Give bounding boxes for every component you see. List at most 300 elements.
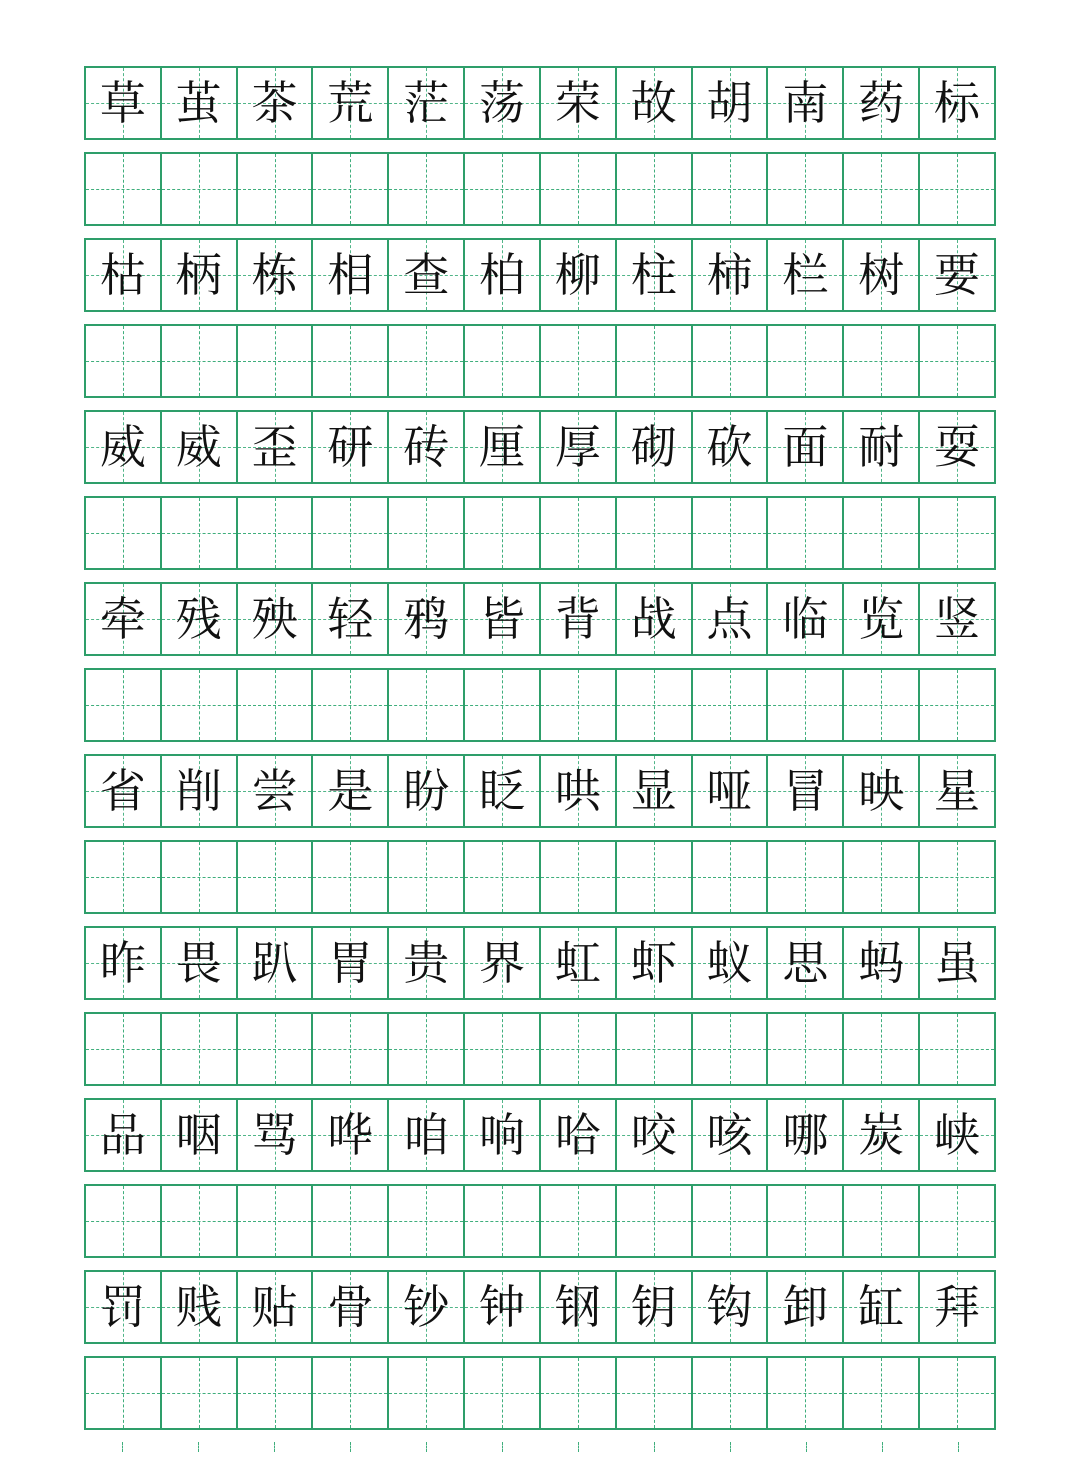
- practice-cell[interactable]: [920, 1358, 996, 1428]
- character-cell: [238, 756, 314, 826]
- character-cell: [465, 68, 541, 138]
- model-character: 哗: [327, 1108, 374, 1162]
- character-cell: [238, 928, 314, 998]
- character-row: [84, 926, 996, 1000]
- character-row: [84, 754, 996, 828]
- character-cell: [86, 928, 162, 998]
- practice-cell[interactable]: [693, 154, 769, 224]
- character-cell: [541, 1100, 617, 1170]
- guide-tick: [236, 1442, 312, 1458]
- model-character: 栋: [251, 248, 298, 302]
- character-row: [84, 410, 996, 484]
- character-cell: [86, 584, 162, 654]
- practice-cell[interactable]: [541, 1186, 617, 1256]
- practice-cell[interactable]: [389, 1014, 465, 1084]
- character-cell: [844, 240, 920, 310]
- character-cell: [920, 928, 996, 998]
- character-cell: [844, 1272, 920, 1342]
- character-cell: [389, 68, 465, 138]
- character-cell: [768, 68, 844, 138]
- model-character: 咳: [706, 1108, 753, 1162]
- character-cell: [162, 756, 238, 826]
- model-character: 削: [175, 764, 222, 818]
- model-character: 茫: [403, 76, 450, 130]
- model-character: 省: [99, 764, 146, 818]
- practice-cell[interactable]: [162, 498, 238, 568]
- practice-cell[interactable]: [238, 326, 314, 396]
- model-character: 临: [782, 592, 829, 646]
- practice-cell[interactable]: [844, 326, 920, 396]
- practice-cell[interactable]: [313, 1014, 389, 1084]
- practice-cell[interactable]: [541, 154, 617, 224]
- character-row: [84, 66, 996, 140]
- character-cell: [768, 756, 844, 826]
- practice-cell[interactable]: [86, 1358, 162, 1428]
- practice-cell[interactable]: [162, 1186, 238, 1256]
- character-cell: [465, 1272, 541, 1342]
- practice-cell[interactable]: [162, 1014, 238, 1084]
- practice-cell[interactable]: [844, 1186, 920, 1256]
- practice-cell[interactable]: [541, 842, 617, 912]
- model-character: 残: [175, 592, 222, 646]
- practice-cell[interactable]: [768, 326, 844, 396]
- character-cell: [768, 1100, 844, 1170]
- practice-cell[interactable]: [389, 1358, 465, 1428]
- practice-cell[interactable]: [86, 842, 162, 912]
- practice-cell[interactable]: [162, 154, 238, 224]
- practice-cell[interactable]: [617, 1014, 693, 1084]
- practice-cell[interactable]: [162, 326, 238, 396]
- practice-cell[interactable]: [389, 842, 465, 912]
- character-cell: [465, 412, 541, 482]
- practice-cell[interactable]: [693, 498, 769, 568]
- model-character: 枯: [99, 248, 146, 302]
- model-character: 蚁: [706, 936, 753, 990]
- character-cell: [313, 928, 389, 998]
- character-cell: [313, 756, 389, 826]
- character-cell: [920, 68, 996, 138]
- character-cell: [693, 240, 769, 310]
- practice-cell[interactable]: [617, 498, 693, 568]
- practice-cell[interactable]: [313, 1186, 389, 1256]
- character-cell: [238, 412, 314, 482]
- character-cell: [541, 68, 617, 138]
- character-cell: [86, 68, 162, 138]
- practice-cell[interactable]: [389, 154, 465, 224]
- character-cell: [389, 928, 465, 998]
- character-cell: [920, 412, 996, 482]
- model-character: 钞: [403, 1280, 450, 1334]
- character-cell: [920, 584, 996, 654]
- model-character: 研: [327, 420, 374, 474]
- model-character: 拜: [934, 1280, 981, 1334]
- character-cell: [465, 928, 541, 998]
- model-character: 柱: [630, 248, 677, 302]
- model-character: 哑: [706, 764, 753, 818]
- character-cell: [844, 412, 920, 482]
- guide-tick: [616, 1442, 692, 1458]
- model-character: 星: [934, 764, 981, 818]
- practice-cell[interactable]: [920, 1186, 996, 1256]
- model-character: 是: [327, 764, 374, 818]
- practice-cell[interactable]: [465, 1014, 541, 1084]
- guide-tick: [692, 1442, 768, 1458]
- character-cell: [238, 68, 314, 138]
- model-character: 背: [554, 592, 601, 646]
- practice-cell[interactable]: [162, 842, 238, 912]
- practice-cell[interactable]: [238, 1014, 314, 1084]
- character-cell: [86, 1272, 162, 1342]
- model-character: 威: [99, 420, 146, 474]
- practice-cell[interactable]: [920, 154, 996, 224]
- model-character: 砌: [630, 420, 677, 474]
- practice-cell[interactable]: [844, 1014, 920, 1084]
- character-cell: [920, 1100, 996, 1170]
- character-cell: [844, 68, 920, 138]
- character-cell: [86, 412, 162, 482]
- character-cell: [162, 68, 238, 138]
- character-cell: [920, 756, 996, 826]
- model-character: 骨: [327, 1280, 374, 1334]
- practice-cell[interactable]: [920, 498, 996, 568]
- model-character: 咽: [175, 1108, 222, 1162]
- model-character: 战: [630, 592, 677, 646]
- character-cell: [768, 928, 844, 998]
- practice-cell[interactable]: [86, 326, 162, 396]
- model-character: 冒: [782, 764, 829, 818]
- character-cell: [768, 584, 844, 654]
- practice-cell[interactable]: [617, 154, 693, 224]
- character-cell: [238, 1100, 314, 1170]
- practice-cell[interactable]: [162, 670, 238, 740]
- character-cell: [693, 928, 769, 998]
- character-cell: [313, 584, 389, 654]
- practice-cell[interactable]: [313, 1358, 389, 1428]
- practice-cell[interactable]: [920, 1014, 996, 1084]
- model-character: 耍: [934, 420, 981, 474]
- practice-row: [84, 152, 996, 226]
- character-cell: [541, 928, 617, 998]
- model-character: 砍: [706, 420, 753, 474]
- practice-cell[interactable]: [86, 1014, 162, 1084]
- character-cell: [238, 240, 314, 310]
- model-character: 钩: [706, 1280, 753, 1334]
- practice-cell[interactable]: [617, 1358, 693, 1428]
- practice-cell[interactable]: [693, 842, 769, 912]
- model-character: 荒: [327, 76, 374, 130]
- model-character: 皆: [479, 592, 526, 646]
- model-character: 草: [99, 76, 146, 130]
- model-character: 骂: [251, 1108, 298, 1162]
- practice-cell[interactable]: [844, 1358, 920, 1428]
- character-cell: [313, 1100, 389, 1170]
- model-character: 眨: [479, 764, 526, 818]
- practice-cell[interactable]: [465, 326, 541, 396]
- practice-cell[interactable]: [86, 1186, 162, 1256]
- practice-cell[interactable]: [693, 326, 769, 396]
- model-character: 南: [782, 76, 829, 130]
- practice-cell[interactable]: [86, 670, 162, 740]
- guide-tick: [160, 1442, 236, 1458]
- practice-cell[interactable]: [465, 842, 541, 912]
- practice-row: [84, 1012, 996, 1086]
- model-character: 砖: [403, 420, 450, 474]
- model-character: 点: [706, 592, 753, 646]
- model-character: 咱: [403, 1108, 450, 1162]
- model-character: 殃: [251, 592, 298, 646]
- character-cell: [162, 412, 238, 482]
- character-cell: [617, 928, 693, 998]
- model-character: 查: [403, 248, 450, 302]
- model-character: 览: [858, 592, 905, 646]
- practice-cell[interactable]: [617, 670, 693, 740]
- guide-tick: [768, 1442, 844, 1458]
- model-character: 荣: [554, 76, 601, 130]
- practice-cell[interactable]: [541, 1014, 617, 1084]
- character-cell: [617, 240, 693, 310]
- practice-row: [84, 324, 996, 398]
- practice-cell[interactable]: [768, 154, 844, 224]
- model-character: 虾: [630, 936, 677, 990]
- practice-cell[interactable]: [465, 1358, 541, 1428]
- model-character: 面: [782, 420, 829, 474]
- practice-cell[interactable]: [693, 1186, 769, 1256]
- model-character: 故: [630, 76, 677, 130]
- character-row: [84, 1270, 996, 1344]
- character-cell: [238, 1272, 314, 1342]
- practice-cell[interactable]: [465, 1186, 541, 1256]
- model-character: 钟: [479, 1280, 526, 1334]
- guide-tick: [540, 1442, 616, 1458]
- practice-cell[interactable]: [920, 842, 996, 912]
- character-cell: [693, 1100, 769, 1170]
- character-cell: [162, 240, 238, 310]
- model-character: 茶: [251, 76, 298, 130]
- guide-tick: [388, 1442, 464, 1458]
- character-cell: [313, 68, 389, 138]
- character-cell: [541, 240, 617, 310]
- practice-cell[interactable]: [465, 154, 541, 224]
- model-character: 虽: [934, 936, 981, 990]
- practice-cell[interactable]: [238, 498, 314, 568]
- character-cell: [693, 584, 769, 654]
- character-cell: [844, 1100, 920, 1170]
- practice-cell[interactable]: [617, 1186, 693, 1256]
- character-cell: [162, 1272, 238, 1342]
- practice-cell[interactable]: [313, 326, 389, 396]
- character-cell: [389, 756, 465, 826]
- model-character: 卸: [782, 1280, 829, 1334]
- practice-cell[interactable]: [389, 326, 465, 396]
- character-cell: [389, 1100, 465, 1170]
- character-cell: [389, 584, 465, 654]
- practice-cell[interactable]: [844, 154, 920, 224]
- model-character: 咬: [630, 1108, 677, 1162]
- model-character: 牵: [99, 592, 146, 646]
- practice-cell[interactable]: [617, 842, 693, 912]
- character-cell: [693, 412, 769, 482]
- character-cell: [313, 412, 389, 482]
- model-character: 钥: [630, 1280, 677, 1334]
- practice-cell[interactable]: [768, 670, 844, 740]
- model-character: 歪: [251, 420, 298, 474]
- practice-row: [84, 1356, 996, 1430]
- practice-cell[interactable]: [768, 842, 844, 912]
- bottom-guide-ticks: [84, 1442, 996, 1458]
- model-character: 蚂: [858, 936, 905, 990]
- character-cell: [465, 756, 541, 826]
- model-character: 趴: [251, 936, 298, 990]
- practice-cell[interactable]: [768, 1014, 844, 1084]
- model-character: 虹: [554, 936, 601, 990]
- model-character: 鸦: [403, 592, 450, 646]
- character-cell: [541, 584, 617, 654]
- model-character: 厘: [479, 420, 526, 474]
- model-character: 显: [630, 764, 677, 818]
- model-character: 竖: [934, 592, 981, 646]
- model-character: 标: [934, 76, 981, 130]
- model-character: 思: [782, 936, 829, 990]
- practice-cell[interactable]: [313, 842, 389, 912]
- character-cell: [768, 412, 844, 482]
- practice-cell[interactable]: [844, 842, 920, 912]
- character-cell: [162, 1100, 238, 1170]
- character-cell: [465, 584, 541, 654]
- model-character: 轻: [327, 592, 374, 646]
- practice-row: [84, 668, 996, 742]
- character-cell: [768, 1272, 844, 1342]
- model-character: 树: [858, 248, 905, 302]
- guide-tick: [312, 1442, 388, 1458]
- model-character: 柏: [479, 248, 526, 302]
- practice-cell[interactable]: [541, 498, 617, 568]
- model-character: 柄: [175, 248, 222, 302]
- character-cell: [617, 1272, 693, 1342]
- model-character: 贴: [251, 1280, 298, 1334]
- practice-cell[interactable]: [768, 1358, 844, 1428]
- model-character: 哈: [554, 1108, 601, 1162]
- character-cell: [389, 412, 465, 482]
- model-character: 罚: [99, 1280, 146, 1334]
- character-cell: [541, 1272, 617, 1342]
- model-character: 哪: [782, 1108, 829, 1162]
- practice-cell[interactable]: [693, 1014, 769, 1084]
- character-cell: [465, 1100, 541, 1170]
- character-cell: [86, 1100, 162, 1170]
- practice-cell[interactable]: [693, 1358, 769, 1428]
- practice-cell[interactable]: [541, 1358, 617, 1428]
- practice-cell[interactable]: [920, 326, 996, 396]
- practice-cell[interactable]: [389, 670, 465, 740]
- model-character: 贱: [175, 1280, 222, 1334]
- practice-cell[interactable]: [465, 670, 541, 740]
- practice-cell[interactable]: [844, 498, 920, 568]
- practice-cell[interactable]: [313, 670, 389, 740]
- practice-cell[interactable]: [541, 670, 617, 740]
- practice-row: [84, 1184, 996, 1258]
- character-cell: [768, 240, 844, 310]
- character-cell: [238, 584, 314, 654]
- character-cell: [313, 240, 389, 310]
- practice-row: [84, 840, 996, 914]
- practice-cell[interactable]: [238, 842, 314, 912]
- practice-cell[interactable]: [389, 1186, 465, 1256]
- character-cell: [465, 240, 541, 310]
- model-character: 炭: [858, 1108, 905, 1162]
- practice-cell[interactable]: [844, 670, 920, 740]
- model-character: 界: [479, 936, 526, 990]
- model-character: 要: [934, 248, 981, 302]
- character-cell: [541, 756, 617, 826]
- practice-cell[interactable]: [238, 670, 314, 740]
- practice-cell[interactable]: [86, 154, 162, 224]
- character-cell: [617, 412, 693, 482]
- model-character: 缸: [858, 1280, 905, 1334]
- character-cell: [313, 1272, 389, 1342]
- guide-tick: [464, 1442, 540, 1458]
- character-cell: [162, 928, 238, 998]
- model-character: 尝: [251, 764, 298, 818]
- character-row: [84, 582, 996, 656]
- model-character: 栏: [782, 248, 829, 302]
- practice-cell[interactable]: [389, 498, 465, 568]
- character-cell: [844, 928, 920, 998]
- character-cell: [844, 584, 920, 654]
- character-cell: [617, 756, 693, 826]
- model-character: 荡: [479, 76, 526, 130]
- guide-tick: [844, 1442, 920, 1458]
- practice-cell[interactable]: [465, 498, 541, 568]
- character-cell: [693, 68, 769, 138]
- practice-cell[interactable]: [541, 326, 617, 396]
- model-character: 耐: [858, 420, 905, 474]
- model-character: 胡: [706, 76, 753, 130]
- model-character: 威: [175, 420, 222, 474]
- model-character: 峡: [934, 1108, 981, 1162]
- practice-cell[interactable]: [86, 498, 162, 568]
- model-character: 昨: [99, 936, 146, 990]
- model-character: 胃: [327, 936, 374, 990]
- model-character: 相: [327, 248, 374, 302]
- model-character: 响: [479, 1108, 526, 1162]
- practice-cell[interactable]: [768, 1186, 844, 1256]
- character-cell: [617, 584, 693, 654]
- character-cell: [920, 240, 996, 310]
- character-cell: [389, 1272, 465, 1342]
- model-character: 品: [99, 1108, 146, 1162]
- character-cell: [541, 412, 617, 482]
- practice-cell[interactable]: [313, 498, 389, 568]
- character-cell: [389, 240, 465, 310]
- practice-cell[interactable]: [920, 670, 996, 740]
- practice-cell[interactable]: [617, 326, 693, 396]
- model-character: 盼: [403, 764, 450, 818]
- practice-cell[interactable]: [238, 1358, 314, 1428]
- character-row: [84, 1098, 996, 1172]
- character-row: [84, 238, 996, 312]
- practice-row: [84, 496, 996, 570]
- model-character: 畏: [175, 936, 222, 990]
- practice-cell[interactable]: [313, 154, 389, 224]
- model-character: 厚: [554, 420, 601, 474]
- model-character: 哄: [554, 764, 601, 818]
- practice-cell[interactable]: [238, 154, 314, 224]
- practice-cell[interactable]: [162, 1358, 238, 1428]
- character-cell: [86, 756, 162, 826]
- practice-cell[interactable]: [693, 670, 769, 740]
- practice-cell[interactable]: [238, 1186, 314, 1256]
- practice-cell[interactable]: [768, 498, 844, 568]
